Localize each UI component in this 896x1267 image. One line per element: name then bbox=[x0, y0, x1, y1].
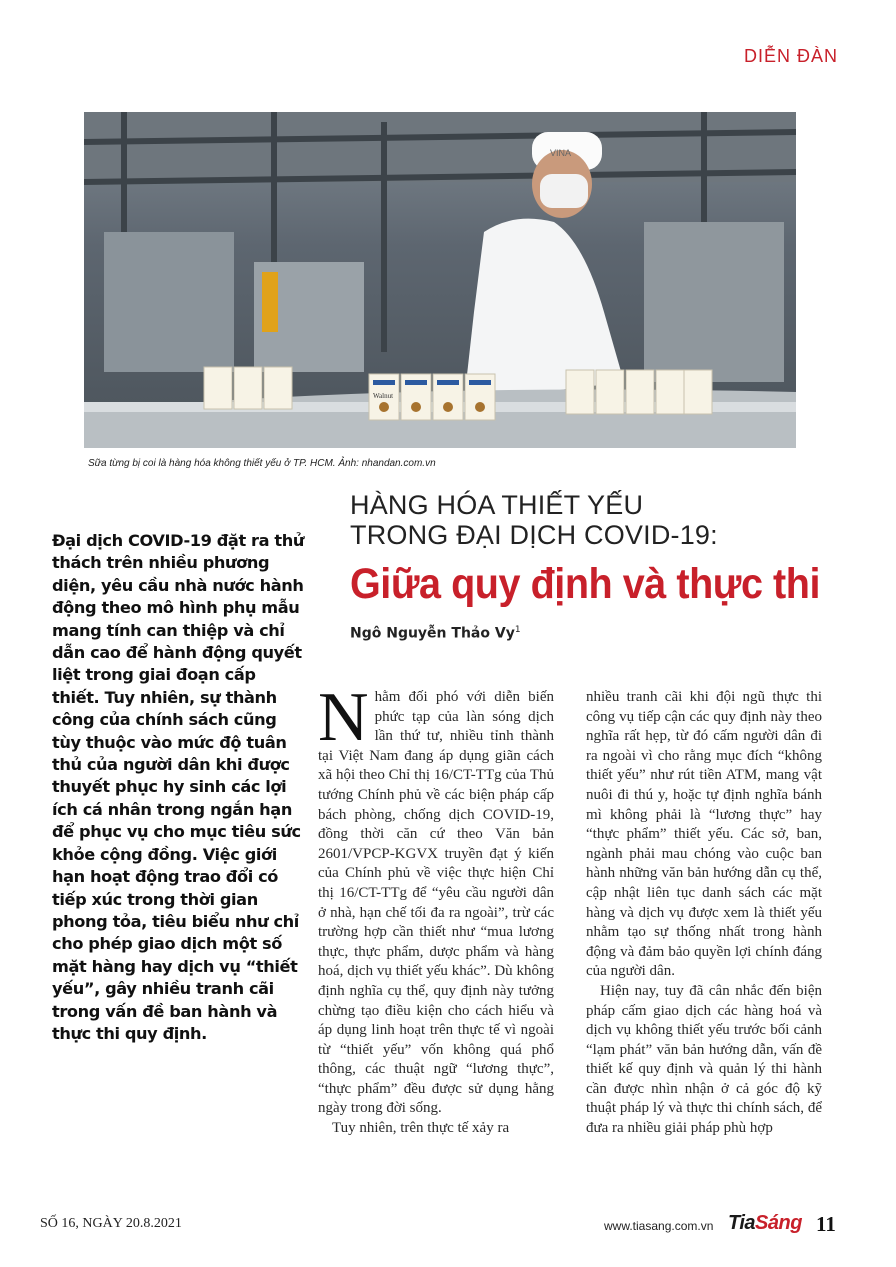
kicker-line-2: TRONG ĐẠI DỊCH COVID-19: bbox=[350, 520, 718, 550]
issue-info: SỐ 16, NGÀY 20.8.2021 bbox=[40, 1216, 182, 1231]
section-label: DIỄN ĐÀN bbox=[743, 46, 838, 66]
body-column-2 bbox=[586, 688, 822, 1178]
author-name: Ngô Nguyễn Thảo Vy bbox=[350, 625, 515, 642]
body-paragraph: Nhằm đối phó với diễn biến phức tạp của làn sóng dịch lần thứ tư, nhiều tỉnh thành tại Việt Nam đang áp dụng giãn cách xã hội theo Chỉ thị 16/CT-TTg của Thủ tướng Chính phủ về các biện pháp cấp bách phòng, chống dịch COVID-19, đồng thời căn cứ theo Văn bản 2601/VPCP-KGVX truyền đạt ý kiến của Chính phủ về việc thực hiện Chỉ thị 16/CT-TTg để “yêu cầu người dân ở nhà, hạn chế tối đa ra ngoài”, trừ các trường hợp cần thiết như “mua lương thực, thực phẩm, dược phẩm và hàng hoá, dịch vụ thiết yếu khác”. Dù không định nghĩa cụ thể, quy định này tưởng chừng tạo điều kiện cho cách hiểu và áp dụng linh hoạt trên thực tế vì ngoài từ “thiết yếu” vốn không quá phổ thông, các thuật ngữ “lương thực”, “thực phẩm” đều được sử dụng hằng ngày trong đời sống. bbox=[318, 688, 554, 1117]
drop-cap: N bbox=[318, 688, 369, 756]
photo-caption: Sữa từng bị coi là hàng hóa không thiết yếu ở TP. HCM. Ảnh: nhandan.com.vn bbox=[88, 458, 436, 469]
page-number: 11 bbox=[816, 1212, 836, 1236]
article-photo bbox=[84, 112, 796, 448]
author-footnote-mark: 1 bbox=[514, 625, 521, 635]
body-paragraph: Hiện nay, tuy đã cân nhắc đến biện pháp cấm giao dịch các hàng hoá và dịch vụ không thiết yếu trước bối cảnh “lạm phát” văn bản hướng dẫn, vấn đề thiết kế quy định và quản lý thi hành cần được nhìn nhận ở cả góc độ kỹ thuật pháp lý và thực thi chính sách, để đưa ra nhiều giải pháp phù hợp bbox=[586, 982, 822, 1137]
factory-illustration bbox=[84, 112, 796, 448]
website-link[interactable]: www.tiasang.com.vn bbox=[604, 1219, 714, 1233]
brand-logo: TiaSáng bbox=[728, 1212, 802, 1234]
article-author bbox=[350, 625, 750, 642]
article-headline: Giữa quy định và thực thi bbox=[350, 560, 821, 608]
article-kicker bbox=[350, 490, 810, 550]
hat-text: VINA bbox=[550, 148, 572, 158]
body-paragraph: Tuy nhiên, trên thực tế xảy ra bbox=[332, 1120, 510, 1137]
article-sapo: Đại dịch COVID-19 đặt ra thử thách trên nhiều phương diện, yêu cầu nhà nước hành động theo mô hình phụ mẫu mang tính can thiệp và chỉ dẫn cao để hành động quyết liệt trong giai đoạn cấp thiết. Tuy nhiên, sự thành công của chính sách cũng tùy thuộc vào mức độ tuân thủ của người dân khi được thuyết phục hy sinh các lợi ích cá nhân trong ngắn hạn để phục vụ cho mục tiêu sức khỏe cộng đồng. Việc giới hạn hoạt động trao đổi có tiếp xúc trong thời gian phong tỏa, tiêu biểu như chỉ cho phép giao dịch một số mặt hàng hay dịch vụ “thiết yếu”, gây nhiều tranh cãi trong vấn đề ban hành và thực thi quy định. bbox=[52, 531, 304, 1043]
carton-text: Walnut bbox=[373, 392, 394, 400]
body-paragraph: nhiều tranh cãi khi đội ngũ thực thi công vụ tiếp cận các quy định này theo nghĩa rất hẹp, từ đó cấm người dân đi ra ngoài vì cho rằng mục đích “không thiết yếu” như rút tiền ATM, mang vật nuôi đi thú y, hoặc tự định nghĩa bánh mì không phải là “lương thực” hay “thực phẩm” thiết yếu. Các sở, ban, ngành phải mau chóng vào cuộc ban hành những văn bản hướng dẫn cụ thể, cập nhật liên tục danh sách các mặt hàng và dịch vụ được xem là thiết yếu nhằm tạo sự thống nhất trong hành động và đảm bảo quyền lợi chính đáng của người dân. bbox=[586, 689, 822, 980]
body-column-1 bbox=[318, 688, 554, 1178]
kicker-line-1: HÀNG HÓA THIẾT YẾU bbox=[350, 490, 644, 520]
